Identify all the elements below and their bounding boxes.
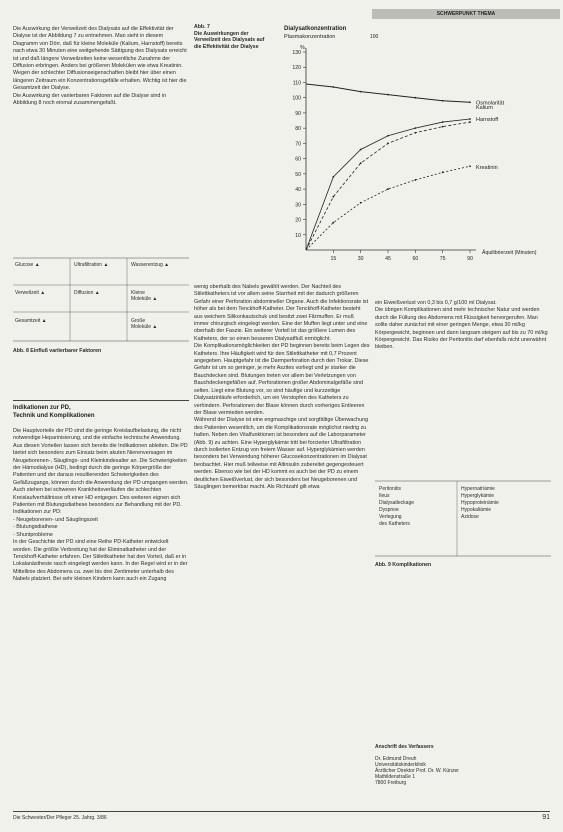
data-point (332, 176, 334, 178)
y-tick-label: 130 (292, 50, 301, 56)
data-point (360, 162, 362, 164)
series-line-kreatinin (306, 166, 470, 250)
fig9-table (375, 480, 551, 558)
col2-body: wenig oberhalb des Nabels gewählt werden. Der Nachteil des Stilettkatheters ist vor allem seine Starrheit mit der dadurch größeren Gefahr einer Perforation abdomineller Organe. Auch die Infektionsrate ist höher als bei dem Tenckhoff-Katheter. Der Tenckhoff-Katheter besteht aus weichem Silikonkautschuk und besitzt zwei Filzmuffen. Er muß immer chirurgisch eingelegt werden. Eine der Muffen liegt unter und eine oberhalb der Faszie. Ein weiterer Vorteil ist das größere Lumen des Katheters, der so einen besseren Dialysatfluß ermöglicht. Die Komplikationsmöglichkeiten der PD beginnen bereits beim Legen des Katheters. Ihre Häufigkeit wird für den Stilettkatheter mit 0,7 Prozent angegeben. Hauptgefahr ist die Darmperforation durch den Trokar. Diese Gefahr ist um so geringer, je mehr Aszites vorliegt und je starker die Bauchdecken sind. Blutungen treten vor allem bei Verletzungen von Bauchdeckengefäßen auf. Perforationen großer Abdominalgefäße sind selten. Liegt eine Blutung vor, so sind häufige und kurzzeitige Dialysatzinläufe erforderlich, um ein Verstopfen des Katheters zu verhindern. Perforationen der Blase können durch vorheriges Entleeren der Blase vermieden werden. Während der Dialyse ist eine engmaschige und sorgfältige Überwachung des Patienten wesentlich, um die Komplikationsrate möglichst niedrig zu halten. Neben den Vitalfunktionen ist besonders auf die Laborparameter (Abb. 9) zu achten. Eine Hyperglykämie tritt bei forcierter Ultrafiltration durch isolierten Entzug von freiem Wasser auf. Hyperglykämien werden besonders bei Verwendung höherer Glucosekonzentrationen im Dialysat beobachtet. Hier muß teilweise mit Altinsulin zubereitet gegengesteuert werden. Ebenso wie bei der HD kommt es auch bei der PD zu einem deutlichen Eiweißverlust, der sich besonders bei Neugeborenen und Säuglingen bemerkbar macht. Als Richtzahl gilt etwa (194, 284, 370, 490)
x-axis-label: Äquilibrierzeit (Minuten) (482, 250, 537, 256)
intro-paragraph: Die Auswirkung der Verweilzeit des Dialysats auf die Effektivität der Dialyse ist der Abbildung 7 zu entnehmen. Man sieht in diesem Diagramm von Dörr, daß für kleine Moleküle (Kalium, Harnstoff) bereits nach etwa 30 Minuten eine weitgehende Sättigung des Dialysats erreicht ist und daß längere Verweilzeiten keine wesentliche Zunahme der Diffusion erbringen. Anders bei größeren Molekülen wie etwa Kreatinin. Wegen der schlechter Diffusionseigenschaften bleibt hier über einen längeren Zeitraum ein Konzentrationsgefälle erhalten. Wichtig ist hier die Gesamtzeit der Dialyse. Die Auswirkung der variierbaren Faktoren auf die Dialyse sind in Abbildung 8 noch einmal zusammengefaßt. (13, 26, 187, 107)
fig8-cell: Ultrafiltration ▲ (74, 262, 109, 268)
fig8-cell: Glucose ▲ (15, 262, 40, 268)
data-point (442, 126, 444, 128)
series-label: Kreatinin (476, 165, 498, 172)
fig9-right: Hypernatriämie Hyperglykämie Hypoproteinämie Hypokaliämie Azidose (461, 486, 499, 520)
data-point (332, 86, 334, 88)
footer-rule (13, 811, 550, 812)
x-tick-label: 75 (439, 256, 446, 262)
fig8-cell: Kleine Moleküle ▲ (131, 290, 158, 302)
data-point (387, 135, 389, 137)
y-tick-label: 120 (292, 65, 301, 72)
col1-body: Die Hauptvorteile der PD sind die geringe Kreislaufbelastung, die nicht notwendige Heparinisierung, und die einfache technische Anwendung. Aus diesen Vorteilen lassen sich bereits die Indikationen ableiten. Die PD bietet sich besonders zum Einsatz beim akuten Nierenversagen im Neugeborenen-, Säuglings- und Kleinkindesalter an. Die Schwierigkeiten der Hämodialyse (HD), bedingt durch die geringe Körpergröße der Patienten und der daraus resultierenden Schwierigkeiten des Gefäßzugangs, können durch die Anwendung der PD umgangen werden. Auch stehen bei schweren Krankheitsverläufen die schlechten Kreislaufverhältnisse oft einer HD entgegen. Des weiteren eignen sich Patienten mit Blutungsdiathese besonders zur Behandlung mit der PD. Indikationen zur PD: - Neugeborenen- und Säuglingszeit - Blutungsdiathese - Shuntprobleme In der Geschichte der PD sind eine Reihe PD-Katheter entwickelt worden. Die größte Verbreitung hat der Eliminatkatheter und der Tenckhoff-Katheter erfahren. Der Stilettkatheter hat den Vorteil, daß er in Lokalanästhesie rasch eingelegt werden kann. In der Regel wird er in der Mittellinie des Abdomens ca. zwei bis drei Zentimeter unterhalb des Nabels platziert. Bei sehr kleinen Kindern kann auch ein Zugang (13, 428, 189, 583)
x-tick-label: 30 (357, 256, 364, 262)
y-tick-label: 20 (295, 217, 301, 224)
data-point (360, 91, 362, 93)
data-point (442, 171, 444, 173)
chart-title: Dialysatkonzentration (284, 26, 347, 32)
author-heading: Anschrift des Verfassers (375, 744, 434, 750)
series-line-kalium (306, 119, 470, 250)
x-tick-label: 15 (330, 256, 337, 262)
series-label: Kalium (476, 105, 493, 112)
author-address: Dr. Edmund Dreuh Universitätskinderklinik Ärztlicher Direktor Prof. Dr. W. Künzer Mathildenstraße 1 7800 Freiburg (375, 756, 459, 786)
data-point (332, 196, 334, 198)
series-line-harnstoff (306, 122, 470, 250)
data-point (414, 132, 416, 134)
y-tick-label: 110 (292, 80, 301, 87)
page-number: 91 (542, 814, 550, 821)
data-point (469, 165, 471, 167)
fig8-cell: Große Moleküle ▲ (131, 318, 158, 330)
chart-ylabel: Plasmakonzentration (284, 34, 336, 40)
data-point (469, 101, 471, 103)
data-point (442, 121, 444, 123)
col3-body: ein Eiweißverlust von 0,3 bis 0,7 g/100 ml Dialysat. Die übrigen Komplikationen sind mehr technischer Natur und werden durch die Füllung des Abdomens mit Flüssigkeit hervorgerufen. Man sollte daher zunächst mit einer geringen Menge, etwa 30 ml/kg Körpergewicht, beginnen und dann langsam steigern auf bis zu 70 ml/kg Körpergewicht. Das Risiko der Peritonitis darf ebenfalls nicht unerwähnt bleiben. (375, 300, 548, 351)
chart-extra-label: 100 (370, 34, 379, 40)
data-point (469, 121, 471, 123)
data-point (414, 127, 416, 129)
data-point (387, 188, 389, 190)
data-point (360, 149, 362, 151)
fig7-caption: Abb. 7 Die Auswirkungen der Verweilzeit des Dialysats auf die Effektivität der Dialyse (194, 24, 265, 50)
fig8-cell: Gesamtzeit ▲ (15, 318, 47, 324)
y-tick-label: 100 (292, 95, 301, 102)
section-tag: SCHWERPUNKT THEMA (372, 9, 560, 19)
series-line-osmolarität (306, 84, 470, 102)
data-point (387, 94, 389, 96)
y-tick-label: 70 (295, 141, 301, 148)
fig7-chart (270, 22, 560, 264)
data-point (414, 97, 416, 99)
data-point (469, 118, 471, 120)
x-tick-label: 60 (412, 256, 419, 262)
chart-percent: % (300, 45, 305, 51)
x-tick-label: 45 (385, 256, 391, 262)
fig8-caption: Abb. 8 Einfluß variierbarer Faktoren (13, 348, 102, 354)
data-point (387, 142, 389, 144)
y-tick-label: 60 (295, 156, 301, 163)
section-heading: Indikationen zur PD, Technik und Komplikationen (13, 405, 95, 419)
y-tick-label: 90 (295, 110, 301, 117)
data-point (332, 222, 334, 224)
section-rule (13, 400, 189, 401)
x-tick-label: 90 (467, 256, 473, 262)
data-point (442, 100, 444, 102)
fig8-table (13, 257, 189, 343)
y-tick-label: 80 (295, 126, 301, 133)
fig8-cell: Diffusion ▲ (74, 290, 100, 296)
y-tick-label: 50 (295, 171, 301, 178)
footer-journal: Die Schwester/Der Pfleger 25. Jahrg. 3/86 (13, 815, 107, 821)
y-tick-label: 30 (295, 202, 301, 209)
y-tick-label: 40 (295, 187, 301, 194)
fig9-caption: Abb. 9 Komplikationen (375, 562, 432, 568)
data-point (360, 202, 362, 204)
series-label: Osmolarität (476, 100, 505, 107)
fig8-cell: Verweilzeit ▲ (15, 290, 46, 296)
series-label: Harnstoff (476, 117, 499, 124)
y-tick-label: 10 (295, 232, 301, 239)
fig9-left: Peritonitis Ileus Dialysatleckage Dyspnoe Verlegung des Katheters (379, 486, 415, 527)
data-point (414, 179, 416, 181)
fig8-cell: Wasserentzug ▲ (131, 262, 170, 268)
